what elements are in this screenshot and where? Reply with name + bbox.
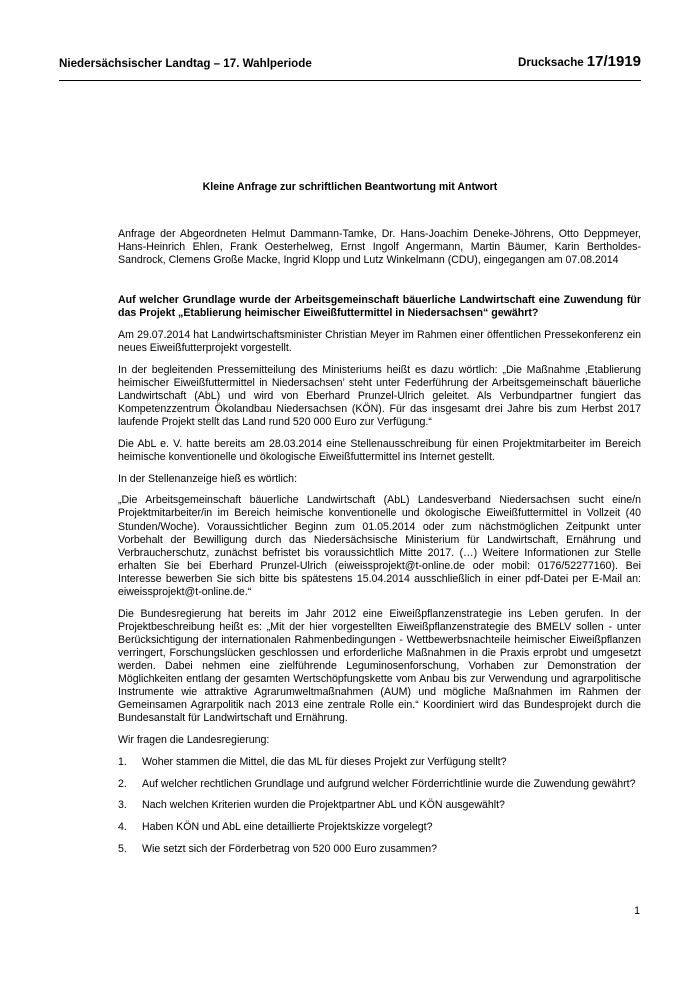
list-item bbox=[118, 799, 641, 812]
list-item bbox=[118, 821, 641, 834]
question-number: 1. bbox=[118, 755, 127, 768]
drucksache-number: 17/1919 bbox=[586, 53, 641, 70]
document-title: Kleine Anfrage zur schriftlichen Beantwortung mit Antwort bbox=[202, 181, 498, 193]
intro-paragraph: Anfrage der Abgeordneten Helmut Dammann-Tamke, Dr. Hans-Joachim Deneke-Jöhrens, Otto Deppmeyer, Hans-Heinrich Ehlen, Frank Oesterhelweg, Ernst Ingolf Angermann, Martin Bäumer, Karin Bertholdes-Sandrock, Clemens Große Macke, Ingrid Klopp und Lutz Winkelmann (CDU), eingegangen am 07.08.2014 bbox=[118, 228, 641, 267]
question-heading: Auf welcher Grundlage wurde der Arbeitsgemeinschaft bäuerliche Landwirtschaft eine Zuwendung für das Projekt „Etablierung heimischer Eiweißfuttermittel in Niedersachsen“ gewährt? bbox=[118, 294, 641, 320]
question-number: 5. bbox=[118, 842, 127, 855]
question-number: 4. bbox=[118, 820, 127, 833]
question-text: Woher stammen die Mittel, die das ML für dieses Projekt zur Verfügung stellt? bbox=[142, 755, 507, 768]
page-number: 1 bbox=[634, 905, 640, 917]
body-paragraph: Die AbL e. V. hatte bereits am 28.03.2014 eine Stellenausschreibung für einen Projektmitarbeiter im Bereich heimische konventionelle und ökologische Eiweißfuttermittel ins Internet gestellt. bbox=[118, 437, 641, 463]
job-ad-quote: „Die Arbeitsgemeinschaft bäuerliche Landwirtschaft (AbL) Landesverband Niedersachsen sucht eine/n Projektmitarbeiter/in im Bereich heimische konventionelle und ökologische Eiweißfuttermittel in Vollzeit (40 Stunden/Woche). Voraussichtlicher Beginn zum 01.05.2014 oder zum nächstmöglichen Zeitpunkt unter Vorbehalt der Bewilligung durch das Niedersächsische Ministerium für Landwirtschaft, Ernährung und Verbraucherschutz, zunächst befristet bis voraussichtlich Mitte 2017. (…) Weitere Informationen zur Stelle erhalten Sie bei Eberhard Prunzel-Ulrich (eiweissprojekt@t-online.de oder mobil: 0176/52277160). Bei Interesse bewerben Sie sich bitte bis spätestens 15.04.2014 ausschließlich in einer pdf-Datei per E-Mail an: eiweissprojekt@t-online.de.“ bbox=[118, 494, 641, 599]
document-body bbox=[118, 228, 641, 864]
body-paragraph: Die Bundesregierung hat bereits im Jahr 2012 eine Eiweißpflanzenstrategie ins Leben gerufen. In der Projektbeschreibung heißt es: „Mit der hier vorgestellten Eiweißpflanzenstrategie des BMELV sollen - unter Berücksichtigung der internationalen Rahmenbedingungen - Wettbewerbsnachteile heimischer Eiweißpflanzen verringert, Forschungslücken geschlossen und erforderliche Maßnahmen in die Praxis erprobt und umgesetzt werden. Dabei nehmen eine zielführende Leguminosenforschung, Vorhaben zur Demonstration der Möglichkeiten entlang der gesamten Wertschöpfungskette vom Anbau bis zur Verwendung und agrarpolitische Instrumente wie attraktive Agrarumweltmaßnahmen (AUM) und mögliche Maßnahmen im Rahmen der Gemeinsamen Agrarpolitik nach 2013 eine zentrale Rolle ein.“ Koordiniert wird das Bundesprojekt durch die Bundesanstalt für Landwirtschaft und Ernährung. bbox=[118, 607, 641, 725]
body-paragraph: In der Stellenanzeige hieß es wörtlich: bbox=[118, 472, 298, 485]
question-text: Haben KÖN und AbL eine detaillierte Projektskizze vorgelegt? bbox=[142, 820, 433, 833]
question-number: 3. bbox=[118, 799, 127, 812]
body-paragraph: In der begleitenden Pressemitteilung des Ministeriums heißt es dazu wörtlich: „Die Maßnahme ‚Etablierung heimischer Eiweißfuttermittel in Niedersachsen’ steht unter Federführung der Arbeitsgemeinschaft bäuerliche Landwirtschaft (AbL) und wird von Eberhard Prunzel-Ulrich geleitet. Als Verbundpartner fungiert das Kompetenzzentrum Ökolandbau Niedersachsen (KÖN). Für das insgesamt drei Jahre bis zum Herbst 2017 laufende Projekt stellt das Land rund 520 000 Euro zur Verfügung.“ bbox=[118, 363, 641, 429]
header-divider bbox=[59, 80, 641, 81]
question-list bbox=[118, 756, 641, 856]
header-drucksache bbox=[518, 53, 641, 71]
drucksache-label: Drucksache bbox=[518, 56, 584, 69]
header-parliament: Niedersächsischer Landtag – 17. Wahlperiode bbox=[59, 57, 312, 70]
list-item bbox=[118, 756, 641, 769]
question-text: Auf welcher rechtlichen Grundlage und aufgrund welcher Förderrichtlinie wurde die Zuwendung gewährt? bbox=[142, 777, 636, 790]
questions-lead: Wir fragen die Landesregierung: bbox=[118, 734, 270, 747]
list-item bbox=[118, 843, 641, 856]
question-text: Nach welchen Kriterien wurden die Projektpartner AbL und KÖN ausgewählt? bbox=[142, 799, 505, 812]
question-number: 2. bbox=[118, 777, 127, 790]
body-paragraph: Am 29.07.2014 hat Landwirtschaftsminister Christian Meyer im Rahmen einer öffentlichen Pressekonferenz ein neues Eiweißfutterprojekt vorgestellt. bbox=[118, 329, 641, 355]
list-item bbox=[118, 778, 641, 791]
question-text: Wie setzt sich der Förderbetrag von 520 000 Euro zusammen? bbox=[142, 842, 438, 855]
